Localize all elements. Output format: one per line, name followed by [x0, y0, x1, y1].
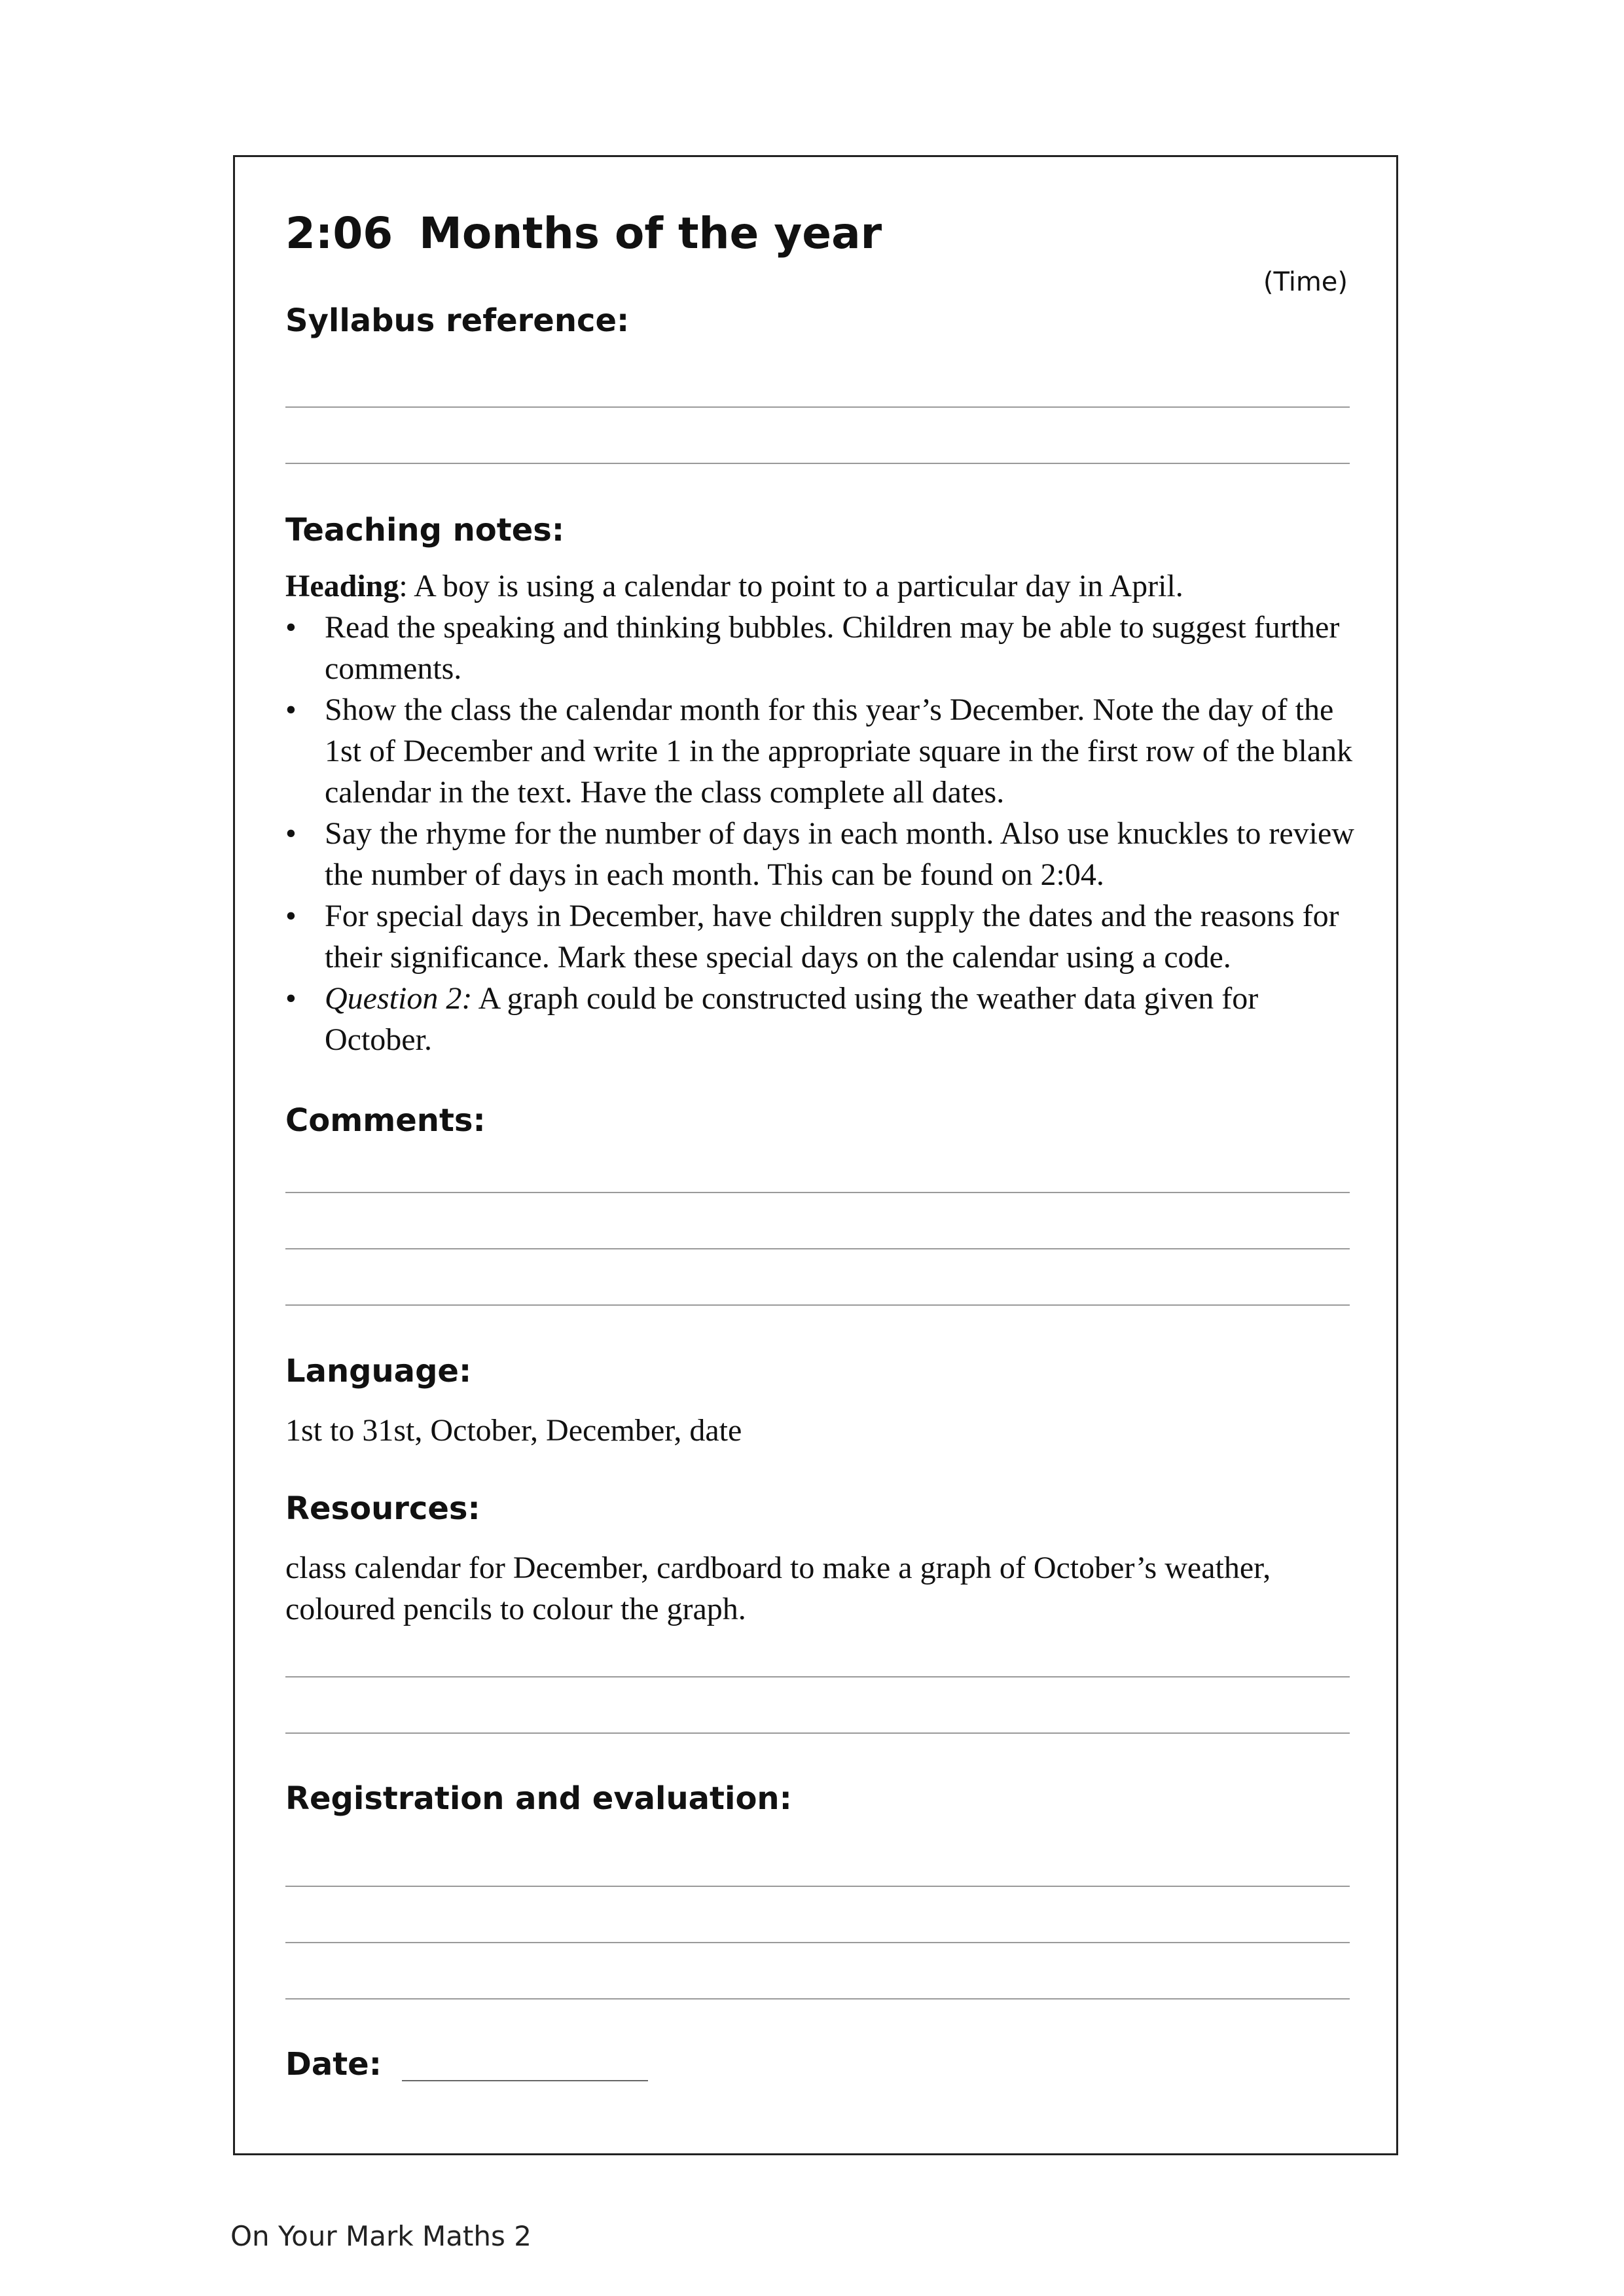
- syllabus-line-2[interactable]: [285, 463, 1350, 464]
- comments-line-2[interactable]: [285, 1248, 1350, 1249]
- registration-heading: Registration and evaluation:: [285, 1780, 792, 1817]
- page-title: [285, 208, 882, 259]
- title-number: 2:06: [285, 208, 393, 259]
- list-item: [285, 978, 1359, 1060]
- heading-note: [285, 565, 1359, 607]
- comments-line-3[interactable]: [285, 1304, 1350, 1306]
- comments-heading: Comments:: [285, 1102, 486, 1139]
- notes-list: [285, 607, 1359, 1060]
- page-footer: On Your Mark Maths 2: [230, 2220, 532, 2252]
- title-text: Months of the year: [419, 208, 882, 259]
- resources-line-2[interactable]: [285, 1732, 1350, 1734]
- worksheet-frame: [233, 155, 1398, 2155]
- heading-note-label: Heading: [285, 569, 399, 603]
- teaching-notes-body: [285, 565, 1359, 1060]
- resources-heading: Resources:: [285, 1490, 480, 1527]
- syllabus-line-1[interactable]: [285, 406, 1350, 408]
- time-label: (Time): [1263, 267, 1348, 297]
- list-item: • Say the rhyme for the number of days in each month. Also use knuckles to review the number of days in each month. This can be found on 2:04.: [285, 813, 1359, 895]
- language-text: 1st to 31st, October, December, date: [285, 1413, 742, 1448]
- date-heading: Date:: [285, 2046, 382, 2083]
- teaching-notes-heading: Teaching notes:: [285, 512, 565, 548]
- registration-line-3[interactable]: [285, 1998, 1350, 2000]
- syllabus-heading: Syllabus reference:: [285, 302, 630, 339]
- question-label: Question 2:: [325, 981, 473, 1016]
- registration-line-1[interactable]: [285, 1886, 1350, 1887]
- question-text: A graph could be constructed using the weather data given for October.: [325, 981, 1259, 1057]
- registration-line-2[interactable]: [285, 1942, 1350, 1943]
- comments-line-1[interactable]: [285, 1192, 1350, 1193]
- list-item: • Show the class the calendar month for this year’s December. Note the day of the 1st of December and write 1 in the appropriate square in the first row of the blank calendar in the text. Have the class complete all dates.: [285, 689, 1359, 813]
- language-heading: Language:: [285, 1353, 472, 1390]
- resources-line-1[interactable]: [285, 1676, 1350, 1677]
- list-item: • Read the speaking and thinking bubbles. Children may be able to suggest further comments.: [285, 607, 1359, 689]
- resources-text: class calendar for December, cardboard to make a graph of October’s weather, coloured pencils to colour the graph.: [285, 1551, 1271, 1626]
- list-item: • For special days in December, have children supply the dates and the reasons for their significance. Mark these special days on the calendar using a code.: [285, 895, 1359, 978]
- date-line[interactable]: [402, 2080, 648, 2081]
- heading-note-text: : A boy is using a calendar to point to a particular day in April.: [399, 569, 1183, 603]
